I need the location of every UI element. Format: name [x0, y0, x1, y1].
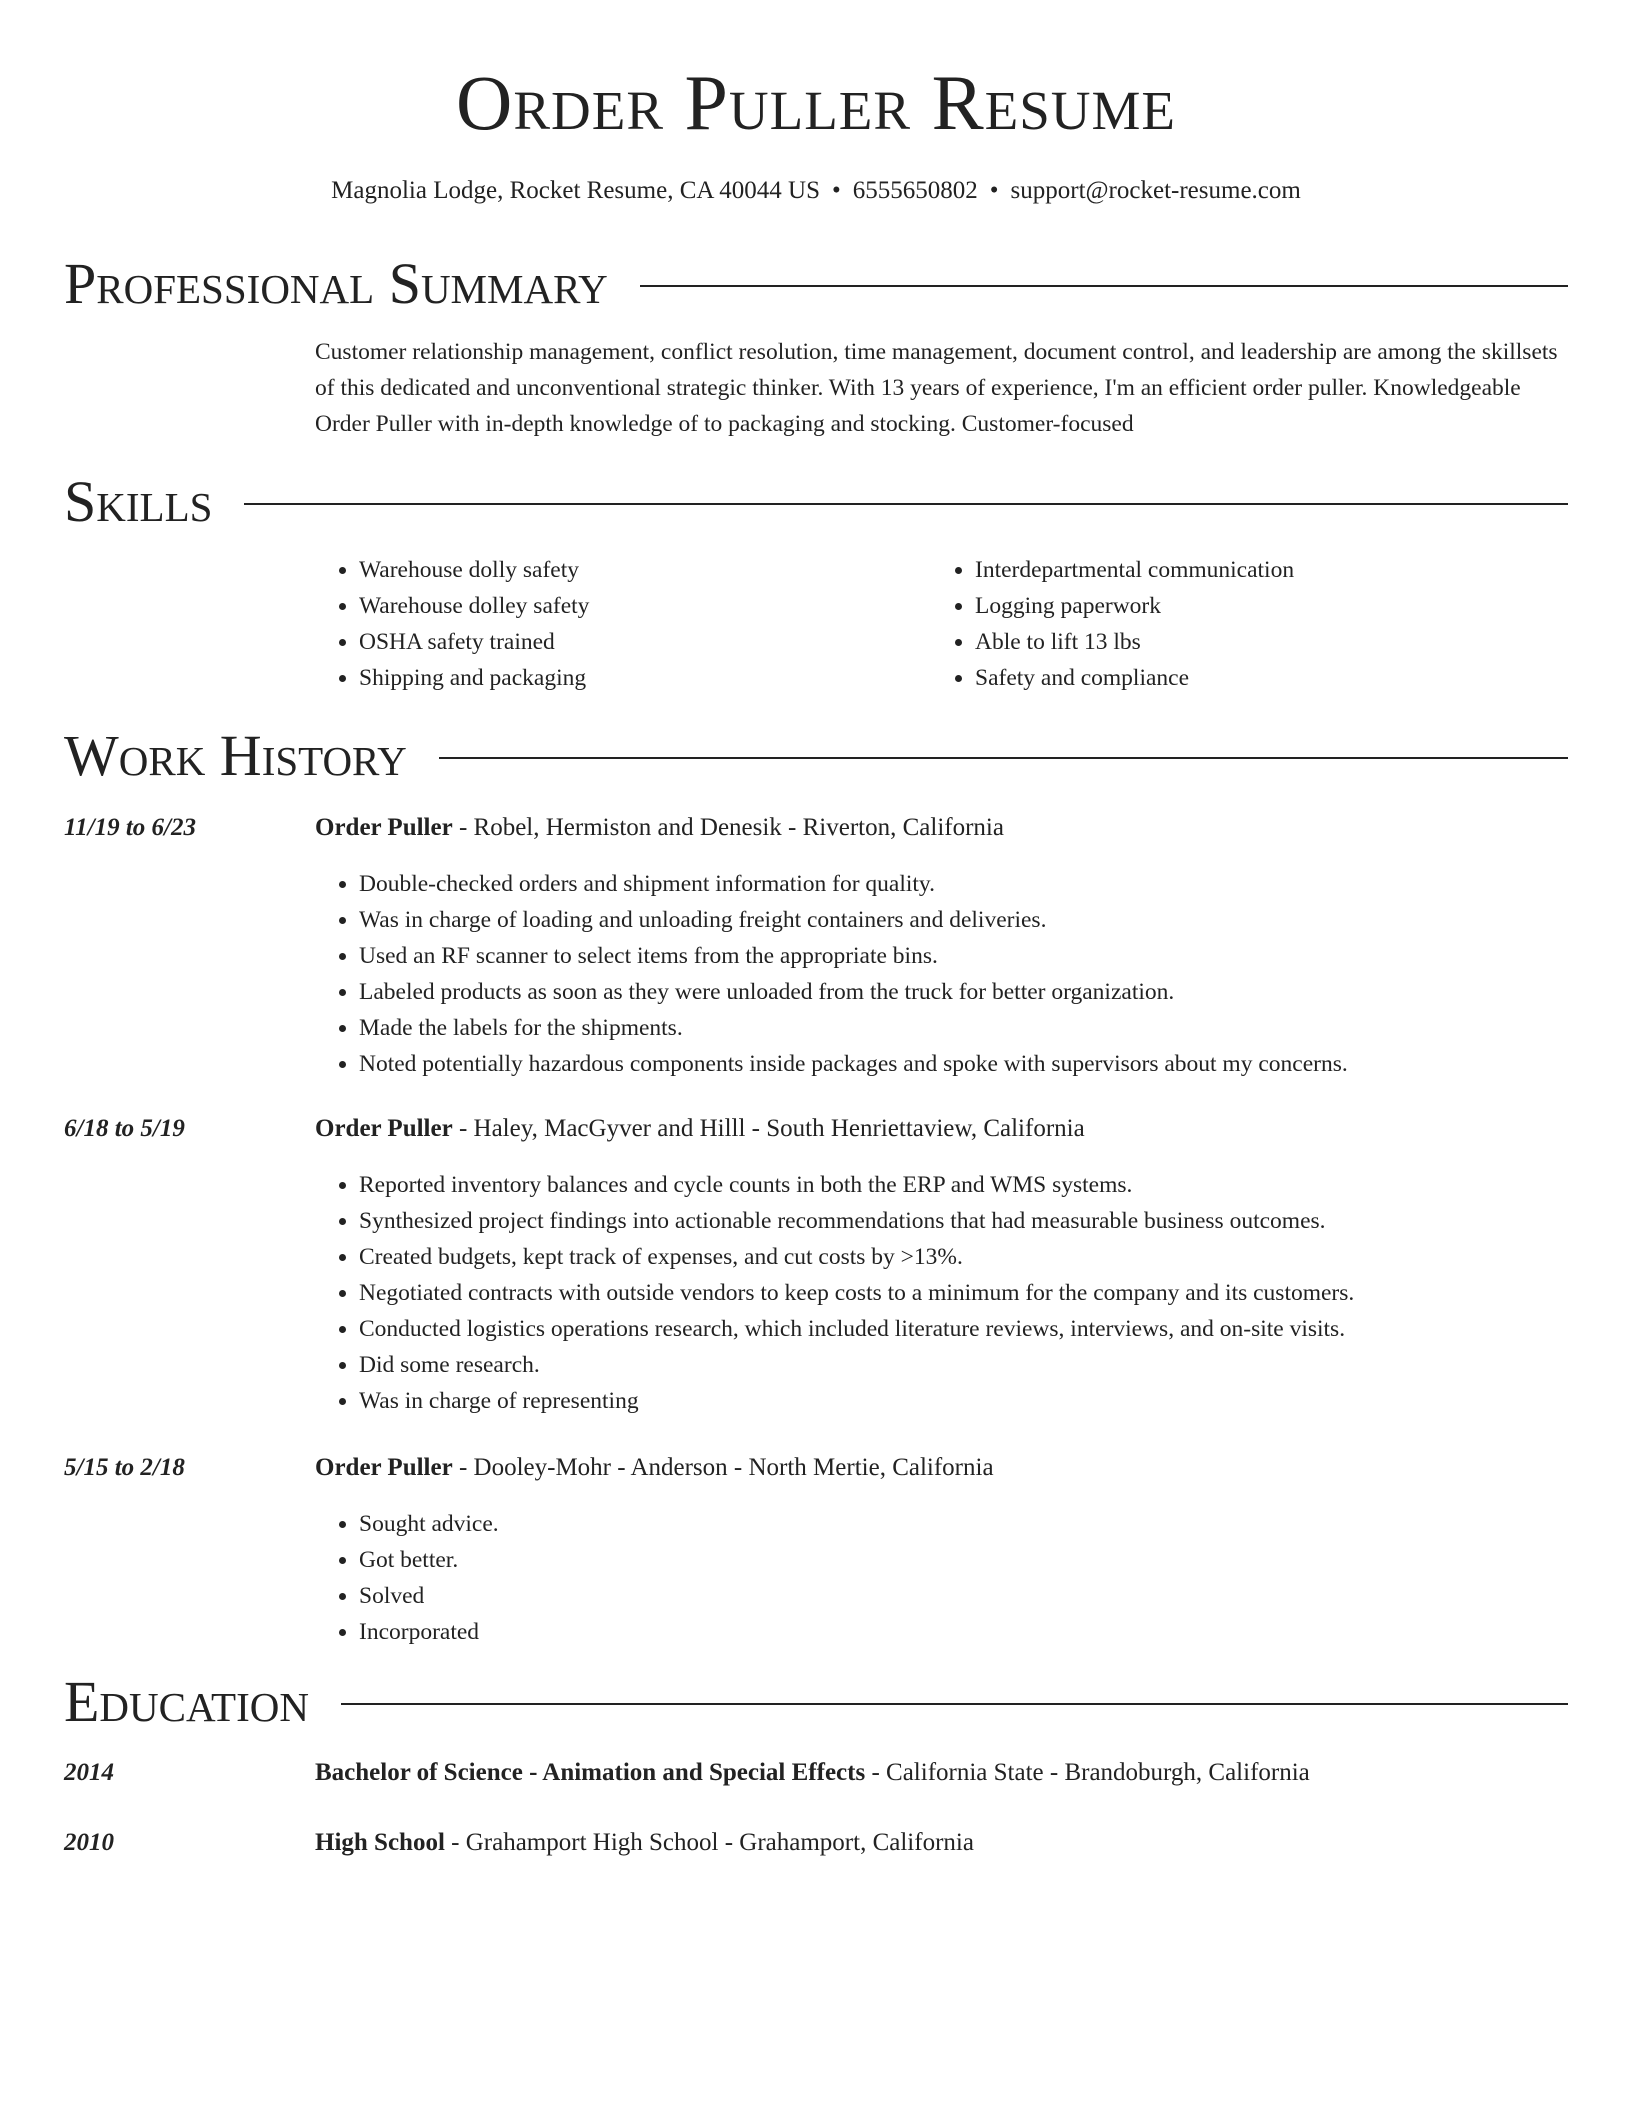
section-header-summary: [64, 252, 1568, 316]
education-year: 2010: [64, 1829, 114, 1856]
contact-address: Magnolia Lodge, Rocket Resume, CA 40044 US: [331, 177, 820, 204]
education-school: - California State - Brandoburgh, California: [865, 1759, 1310, 1786]
list-item: • Used an RF scanner to select items from the appropriate bins.: [359, 938, 1568, 974]
job-employer: - Robel, Hermiston and Denesik - Riverton, California: [452, 814, 1004, 841]
list-item: • Did some research.: [359, 1347, 1568, 1383]
list-item: • Was in charge of representing: [359, 1383, 1568, 1419]
list-item: • Negotiated contracts with outside vendors to keep costs to a minimum for the company and its customers.: [359, 1275, 1568, 1311]
contact-separator: •: [989, 177, 999, 204]
job-title: Order Puller: [315, 1115, 453, 1142]
list-item: • Incorporated: [359, 1614, 1568, 1650]
job-heading: [315, 812, 1004, 844]
job-dates: 11/19 to 6/23: [64, 814, 196, 841]
skill-item: • OSHA safety trained: [359, 624, 931, 660]
skill-item: • Interdepartmental communication: [975, 552, 1547, 588]
contact-email: support@rocket-resume.com: [1010, 177, 1301, 204]
job-duties: [315, 1167, 1568, 1419]
section-divider: [244, 503, 1568, 505]
list-item: • Solved: [359, 1578, 1568, 1614]
education-year: 2014: [64, 1759, 114, 1786]
list-item: • Synthesized project findings into actionable recommendations that had measurable business outcomes.: [359, 1203, 1568, 1239]
section-title-education: Education: [64, 1669, 309, 1734]
section-header-skills: [64, 470, 1568, 534]
skill-item: • Shipping and packaging: [359, 660, 931, 696]
list-item: • Reported inventory balances and cycle counts in both the ERP and WMS systems.: [359, 1167, 1568, 1203]
education-degree: High School: [315, 1829, 445, 1856]
job-employer: - Dooley-Mohr - Anderson - North Mertie, California: [452, 1454, 994, 1481]
list-item: • Conducted logistics operations research, which included literature reviews, interviews, and on-site visits.: [359, 1311, 1568, 1347]
list-item: • Got better.: [359, 1542, 1568, 1578]
education-school: - Grahamport High School - Grahamport, California: [444, 1829, 974, 1856]
skill-item: • Able to lift 13 lbs: [975, 624, 1547, 660]
list-item: • Made the labels for the shipments.: [359, 1010, 1568, 1046]
section-header-work-history: [64, 724, 1568, 788]
summary-text: Customer relationship management, conflict resolution, time management, document control, and leadership are among the skillsets of this dedicated and unconventional strategic thinker. With 13 years of experience, I'm an efficient order puller. Knowledgeable Order Puller with in-depth knowledge of to packaging and stocking. Customer-focused: [315, 339, 1558, 437]
section-divider: [640, 285, 1568, 287]
skill-item: • Logging paperwork: [975, 588, 1547, 624]
education-heading: [315, 1757, 1310, 1789]
contact-line: [64, 176, 1568, 206]
job-duties: [315, 1506, 1568, 1650]
job-title: Order Puller: [315, 1454, 453, 1481]
section-divider: [341, 1703, 1568, 1705]
skill-item: • Safety and compliance: [975, 660, 1547, 696]
list-item: • Noted potentially hazardous components inside packages and spoke with supervisors about my concerns.: [359, 1046, 1568, 1082]
contact-phone: 6555650802: [852, 177, 978, 204]
skills-column-left: [315, 552, 931, 696]
section-title-summary: Professional Summary: [64, 251, 608, 316]
contact-separator: •: [832, 177, 841, 204]
section-header-education: [64, 1670, 1568, 1734]
job-heading: [315, 1113, 1085, 1145]
list-item: • Was in charge of loading and unloading freight containers and deliveries.: [359, 902, 1568, 938]
education-heading: [315, 1827, 974, 1859]
skill-item: • Warehouse dolly safety: [359, 552, 931, 588]
job-dates: 5/15 to 2/18: [64, 1454, 185, 1481]
skill-item: • Warehouse dolley safety: [359, 588, 931, 624]
skills-column-right: [931, 552, 1547, 696]
job-title: Order Puller: [315, 814, 453, 841]
job-dates: 6/18 to 5/19: [64, 1115, 185, 1142]
job-employer: - Haley, MacGyver and Hilll - South Henriettaview, California: [452, 1115, 1085, 1142]
list-item: • Sought advice.: [359, 1506, 1568, 1542]
education-degree: Bachelor of Science - Animation and Special Effects: [315, 1759, 866, 1786]
skills-list: [315, 552, 1568, 696]
section-title-skills: Skills: [64, 469, 213, 534]
section-title-work-history: Work History: [64, 723, 407, 788]
page-title: Order Puller Resume: [455, 59, 1176, 146]
list-item: • Double-checked orders and shipment information for quality.: [359, 866, 1568, 902]
section-divider: [439, 757, 1568, 759]
list-item: • Labeled products as soon as they were unloaded from the truck for better organization.: [359, 974, 1568, 1010]
job-heading: [315, 1452, 994, 1484]
list-item: • Created budgets, kept track of expenses, and cut costs by >13%.: [359, 1239, 1568, 1275]
job-duties: [315, 866, 1568, 1082]
